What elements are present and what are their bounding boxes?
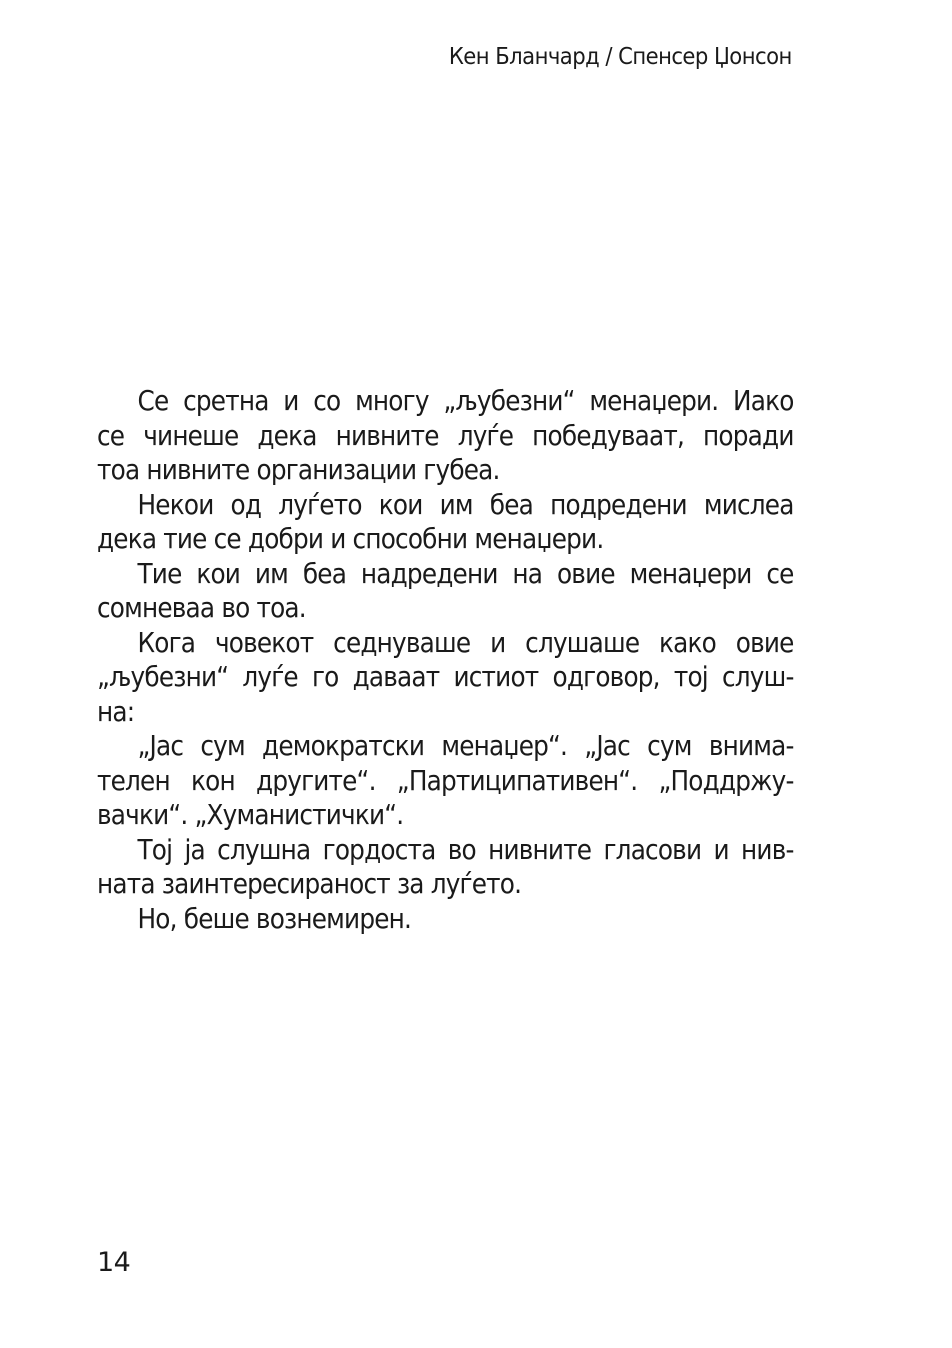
text-line: „Јас сум демократски менаџер“. „Јас сум внима- xyxy=(137,730,794,762)
text-line: Тие кои им беа надредени на овие менаџери се xyxy=(137,557,794,590)
text-line: Но, беше вознемирен. xyxy=(137,902,412,935)
page-number: 14 xyxy=(97,1247,131,1278)
running-header: Кен Бланчард / Спенсер Џонсон xyxy=(449,44,792,70)
text-line: Тој ја слушна гордоста во нивните гласови и нив- xyxy=(137,833,794,866)
text-line: се чинеше дека нивните луѓе победуваат, поради xyxy=(97,419,794,452)
text-line: вачки“. „Хуманистички“. xyxy=(97,799,404,831)
text-line: на: xyxy=(97,695,135,728)
text-line: сомневаа во тоа. xyxy=(97,592,306,624)
text-line: Кога човекот седнуваше и слушаше како овие xyxy=(137,626,794,659)
text-line: „љубезни“ луѓе го даваат истиот одговор, тој слуш- xyxy=(97,661,794,693)
text-line: телен кон другите“. „Партиципативен“. „Поддржу- xyxy=(97,764,794,797)
text-line: тоа нивните организации губеа. xyxy=(97,454,500,486)
text-line: ната заинтересираност за луѓето. xyxy=(97,868,522,900)
body-text xyxy=(97,384,794,936)
text-line: Некои од луѓето кои им беа подредени мислеа xyxy=(137,488,794,521)
text-line: дека тие се добри и способни менаџери. xyxy=(97,523,604,555)
text-line: Се сретна и со многу „љубезни“ менаџери. Иако xyxy=(137,385,794,417)
